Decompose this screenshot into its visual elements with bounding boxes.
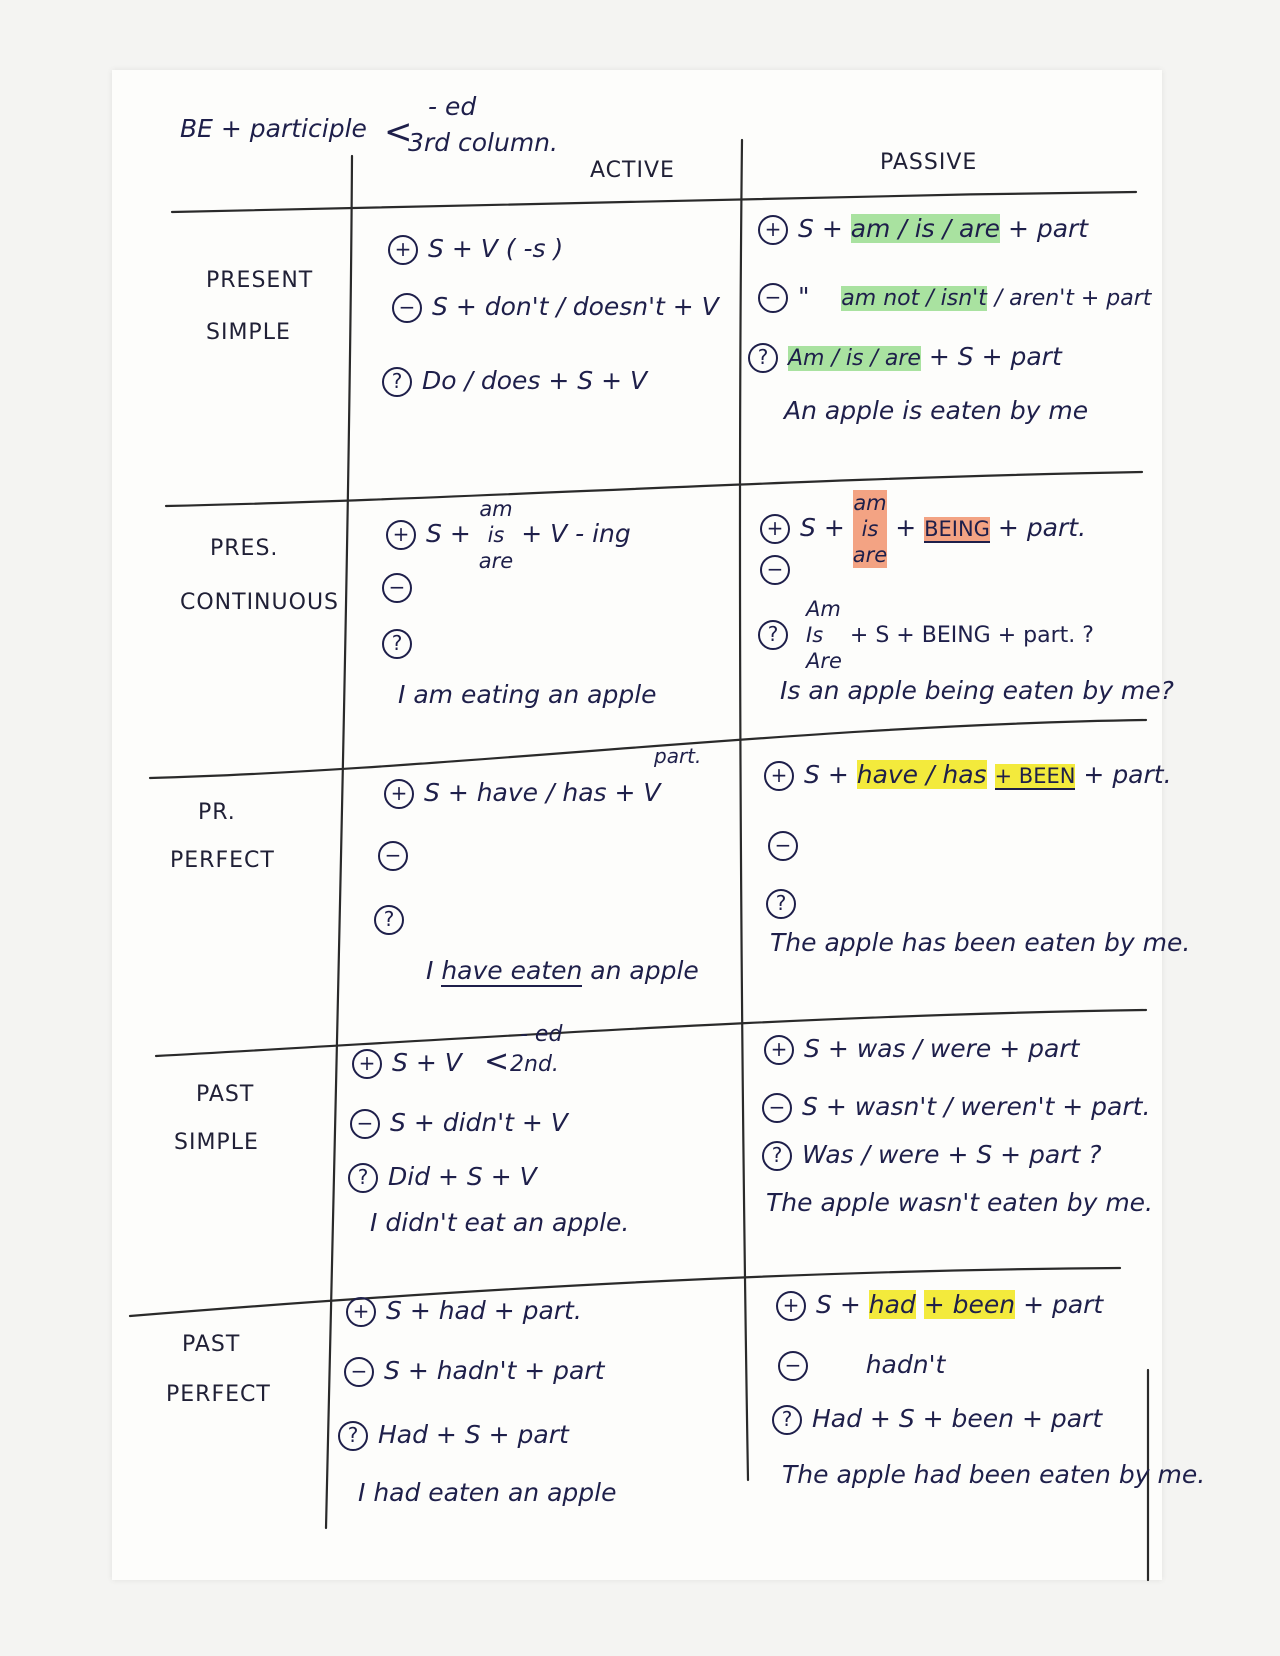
plus-icon: + [760, 514, 790, 544]
branch-bracket: < [484, 1044, 510, 1079]
highlight: am not / isn't [841, 286, 987, 311]
underlined-verb: have eaten [441, 956, 583, 985]
rule-text: S + have / has + V [424, 778, 661, 807]
formula-be-participle: BE + participle [180, 114, 367, 143]
active-positive [352, 1048, 462, 1079]
rule-text: + part [1023, 1290, 1104, 1319]
question-icon: ? [338, 1421, 368, 1451]
question-icon: ? [382, 629, 412, 659]
active-positive [346, 1296, 582, 1327]
ed-ending: - ed [520, 1022, 563, 1047]
active-question [382, 366, 647, 397]
rule-text: S + [426, 519, 471, 548]
minus-icon: − [762, 1093, 792, 1123]
example-sentence: The apple had been eaten by me. [782, 1460, 1206, 1489]
column-header-active: ACTIVE [590, 158, 675, 183]
be-form: Is [806, 623, 824, 647]
tense-label: PRESENT [206, 268, 314, 293]
highlight [924, 1290, 1015, 1319]
question-icon: ? [772, 1405, 802, 1435]
rule-text: Had + S + part [378, 1420, 569, 1449]
be-form: are [478, 549, 514, 573]
active-question [374, 904, 414, 935]
rule-text: + S + BEING + part. ? [849, 623, 1094, 648]
active-question [338, 1420, 569, 1451]
plus-icon: + [758, 215, 788, 245]
passive-positive [764, 760, 1172, 791]
rule-text: S + don't / doesn't + V [432, 292, 719, 321]
be-form: am [479, 497, 513, 521]
rule-text: Was / were + S + part ? [802, 1140, 1102, 1169]
formula-ed: - ed [428, 92, 477, 121]
column-header-passive: PASSIVE [880, 150, 978, 175]
ditto-mark: " [798, 282, 810, 311]
rule-text: + [895, 513, 917, 542]
passive-question [766, 888, 806, 919]
passive-positive [776, 1290, 1103, 1321]
be-form: is [487, 523, 505, 547]
passive-positive [760, 490, 1086, 568]
plus-icon: + [352, 1049, 382, 1079]
passive-negative [768, 830, 808, 861]
be-forms-stack [479, 496, 513, 574]
rule-text: S + V [392, 1048, 462, 1077]
rule-text: + part [1007, 214, 1089, 243]
tense-label: PAST [196, 1082, 255, 1107]
active-question [382, 628, 422, 659]
active-negative [382, 572, 422, 603]
rule-text: S + didn't + V [390, 1108, 568, 1137]
rule-text: Had + S + been + part [812, 1404, 1103, 1433]
question-icon: ? [748, 343, 778, 373]
be-forms-stack [853, 490, 887, 568]
plus-icon: + [776, 1291, 806, 1321]
tense-label: PERFECT [170, 848, 275, 873]
minus-icon: − [760, 555, 790, 585]
superscript-part: part. [654, 744, 702, 768]
tense-label: PR. [198, 800, 236, 825]
be-form: is [861, 517, 879, 541]
question-icon: ? [374, 905, 404, 935]
active-positive [388, 234, 563, 265]
question-icon: ? [382, 367, 412, 397]
question-icon: ? [766, 889, 796, 919]
active-positive [384, 778, 661, 809]
highlight: had [868, 1290, 916, 1319]
passive-question [762, 1140, 1102, 1171]
rule-text: S + had + part. [386, 1296, 582, 1325]
example-sentence: I am eating an apple [398, 680, 657, 709]
plus-icon: + [388, 235, 418, 265]
example-sentence: The apple has been eaten by me. [770, 928, 1191, 957]
rule-text: + [923, 1290, 945, 1319]
passive-positive [764, 1034, 1079, 1065]
minus-icon: − [778, 1351, 808, 1381]
plus-icon: + [764, 761, 794, 791]
tense-label: SIMPLE [174, 1130, 259, 1155]
passive-negative [778, 1350, 945, 1381]
be-form: am [853, 491, 887, 515]
be-form: Am [806, 597, 841, 621]
plus-icon: + [346, 1297, 376, 1327]
example-sentence: An apple is eaten by me [784, 396, 1089, 425]
rule-text: Do / does + S + V [422, 366, 648, 395]
active-negative [378, 840, 418, 871]
branch-bracket: < [384, 112, 413, 152]
minus-icon: − [350, 1109, 380, 1139]
rule-text: S + wasn't / weren't + part. [802, 1092, 1151, 1121]
example-sentence: The apple wasn't eaten by me. [766, 1188, 1153, 1217]
passive-positive [758, 214, 1088, 245]
minus-icon: − [758, 283, 788, 313]
active-negative [344, 1356, 604, 1387]
active-question [348, 1162, 537, 1193]
minus-icon: − [392, 293, 422, 323]
rule-text: S + was / were + part [804, 1034, 1080, 1063]
highlight: have / has [856, 760, 987, 789]
been-word: been [952, 1290, 1016, 1319]
highlight: Am / is / are [788, 346, 921, 371]
tense-label: SIMPLE [206, 320, 291, 345]
rule-text: S + V ( -s ) [428, 234, 564, 263]
plus-icon: + [384, 779, 414, 809]
rule-text: / aren't + part [994, 286, 1152, 311]
rule-text: + S + part [928, 342, 1062, 371]
question-icon: ? [762, 1141, 792, 1171]
passive-negative [762, 1092, 1150, 1123]
plus-icon: + [386, 520, 416, 550]
highlight: am / is / are [850, 214, 1000, 243]
passive-question [758, 596, 1094, 674]
be-form: Are [806, 649, 842, 673]
be-forms-stack [806, 596, 842, 674]
example-word: an apple [590, 956, 699, 985]
example-word: I [426, 956, 434, 985]
rule-text: S + [800, 513, 845, 542]
rule-text: S + hadn't + part [384, 1356, 605, 1385]
active-positive [386, 496, 631, 574]
tense-label: PAST [182, 1332, 241, 1357]
passive-question [748, 342, 1062, 373]
plus-icon: + [764, 1035, 794, 1065]
passive-negative [760, 554, 800, 585]
minus-icon: − [768, 831, 798, 861]
passive-negative [758, 282, 1151, 313]
tense-label: PERFECT [166, 1382, 271, 1407]
highlight: BEING [924, 517, 990, 541]
active-negative [350, 1108, 568, 1139]
question-icon: ? [758, 620, 788, 650]
example-sentence: Is an apple being eaten by me? [780, 676, 1174, 705]
be-form: are [852, 543, 888, 567]
passive-question [772, 1404, 1102, 1435]
minus-icon: − [378, 841, 408, 871]
example-sentence: I didn't eat an apple. [370, 1208, 630, 1237]
rule-text: + part. [997, 513, 1087, 542]
rule-text: S + [798, 214, 843, 243]
active-negative [392, 292, 719, 323]
minus-icon: − [382, 573, 412, 603]
tense-label: CONTINUOUS [180, 590, 340, 615]
minus-icon: − [344, 1357, 374, 1387]
rule-text: S + [804, 760, 849, 789]
example-sentence: I had eaten an apple [358, 1478, 617, 1507]
rule-text: S + [816, 1290, 861, 1319]
formula-3rd-column: 3rd column. [408, 128, 558, 157]
highlight: + BEEN [994, 764, 1076, 788]
rule-text: Did + S + V [388, 1162, 537, 1191]
rule-text: hadn't [865, 1350, 946, 1379]
second-column: 2nd. [510, 1052, 559, 1077]
question-icon: ? [348, 1163, 378, 1193]
rule-text: + V - ing [521, 519, 631, 548]
tense-label: PRES. [210, 536, 279, 561]
example-sentence [426, 956, 699, 985]
rule-text: + part. [1083, 760, 1172, 789]
